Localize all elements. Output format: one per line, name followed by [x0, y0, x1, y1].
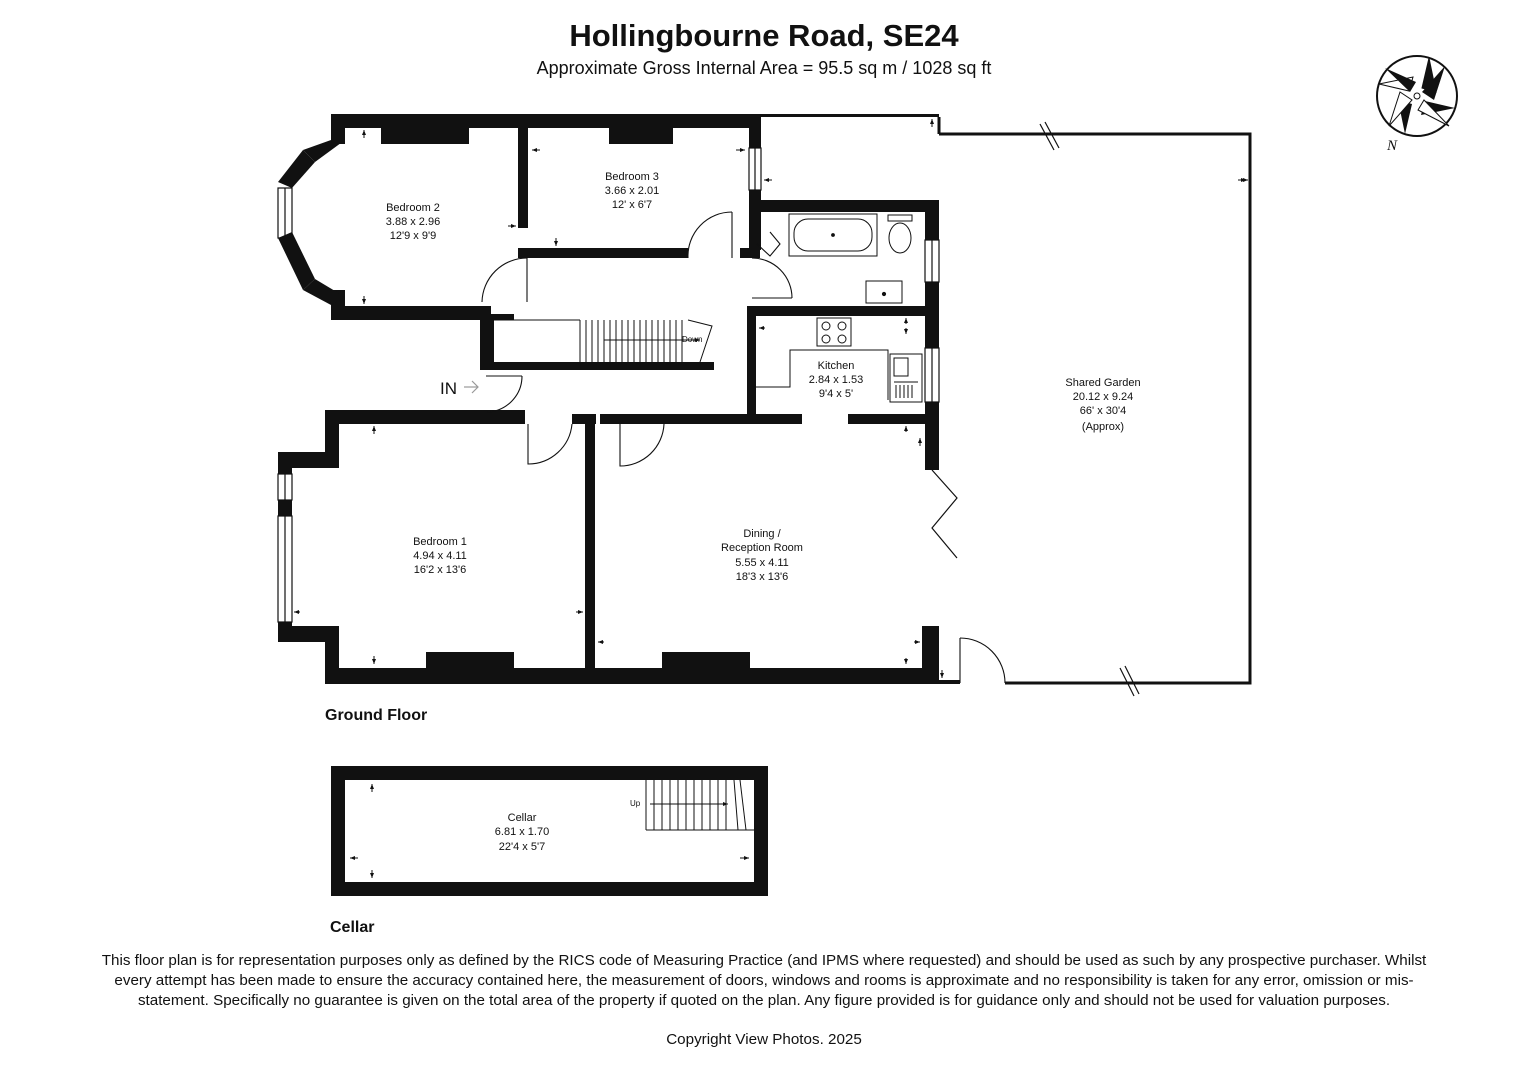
svg-text:Bedroom 2: Bedroom 2 [386, 202, 440, 214]
ground-floor-label: Ground Floor [325, 707, 428, 724]
svg-text:Bedroom 1: Bedroom 1 [413, 536, 467, 548]
svg-text:12'9 x 9'9: 12'9 x 9'9 [389, 230, 437, 242]
svg-text:12' x 6'7: 12' x 6'7 [611, 199, 653, 211]
plan-title: Hollingbourne Road, SE24 [569, 18, 959, 53]
svg-text:2.84 x 1.53: 2.84 x 1.53 [808, 374, 864, 386]
svg-text:4.94 x 4.11: 4.94 x 4.11 [413, 550, 467, 562]
svg-text:66' x 30'4: 66' x 30'4 [1079, 405, 1127, 417]
entrance-label: IN [440, 379, 457, 398]
svg-text:Shared Garden: Shared Garden [1065, 377, 1141, 389]
plan-subtitle: Approximate Gross Internal Area = 95.5 sq m / 1028 sq ft [536, 58, 992, 78]
cellar-floor-label: Cellar [330, 919, 375, 936]
room-label-dining [721, 528, 803, 583]
room-label-garden [1065, 377, 1140, 433]
ground-stairs-label: Down [682, 335, 703, 344]
cellar-stairs-label: Up [630, 799, 641, 808]
room-label-bedroom2 [386, 202, 440, 242]
ground-stairs [494, 320, 712, 362]
cellar-dimension-arrows [350, 784, 749, 878]
bathroom-fixtures [789, 214, 912, 303]
svg-text:18'3 x 13'6: 18'3 x 13'6 [735, 571, 789, 583]
svg-text:Dining /: Dining / [743, 528, 781, 540]
svg-text:3.66 x 2.01: 3.66 x 2.01 [604, 185, 660, 197]
room-label-bedroom3 [605, 171, 659, 211]
svg-text:9'4 x 5': 9'4 x 5' [818, 388, 854, 400]
cellar-stairs [646, 780, 754, 830]
svg-text:Bedroom 3: Bedroom 3 [605, 171, 659, 183]
svg-text:22'4 x 5'7: 22'4 x 5'7 [498, 841, 546, 853]
svg-text:16'2 x 13'6: 16'2 x 13'6 [413, 564, 467, 576]
room-label-cellar [495, 812, 549, 853]
svg-text:Cellar: Cellar [507, 812, 537, 824]
compass-north-label: N [1387, 138, 1398, 154]
svg-text:5.55 x 4.11: 5.55 x 4.11 [735, 557, 789, 569]
copyright-text: Copyright View Photos. 2025 [666, 1031, 862, 1048]
svg-text:Reception Room: Reception Room [721, 542, 803, 554]
svg-text:6.81 x 1.70: 6.81 x 1.70 [494, 826, 550, 838]
compass-icon [1377, 56, 1457, 136]
room-label-bedroom1 [413, 536, 467, 576]
svg-text:20.12 x 9.24: 20.12 x 9.24 [1072, 391, 1134, 403]
room-label-kitchen [809, 360, 863, 400]
entrance-arrow-icon [464, 381, 478, 393]
disclaimer-text: This floor plan is for representation purposes only as defined by the RICS code of Measuring Practice (and IPMS where requested) and should be used as such by any prospective purchaser. Whilst every attempt has been made to ensure the accuracy contained here, the measurement of doors, windows and rooms is approximate and no responsibility is taken for any error, omission or mis-statement. Specifically no guarantee is given on the total area of the property if quoted on the plan. Any figure provided is for guidance only and should not be used for valuation purposes. [101, 952, 1427, 1009]
svg-text:Kitchen: Kitchen [817, 360, 855, 372]
svg-text:3.88 x 2.96: 3.88 x 2.96 [385, 216, 441, 228]
svg-text:(Approx): (Approx) [1081, 421, 1125, 433]
